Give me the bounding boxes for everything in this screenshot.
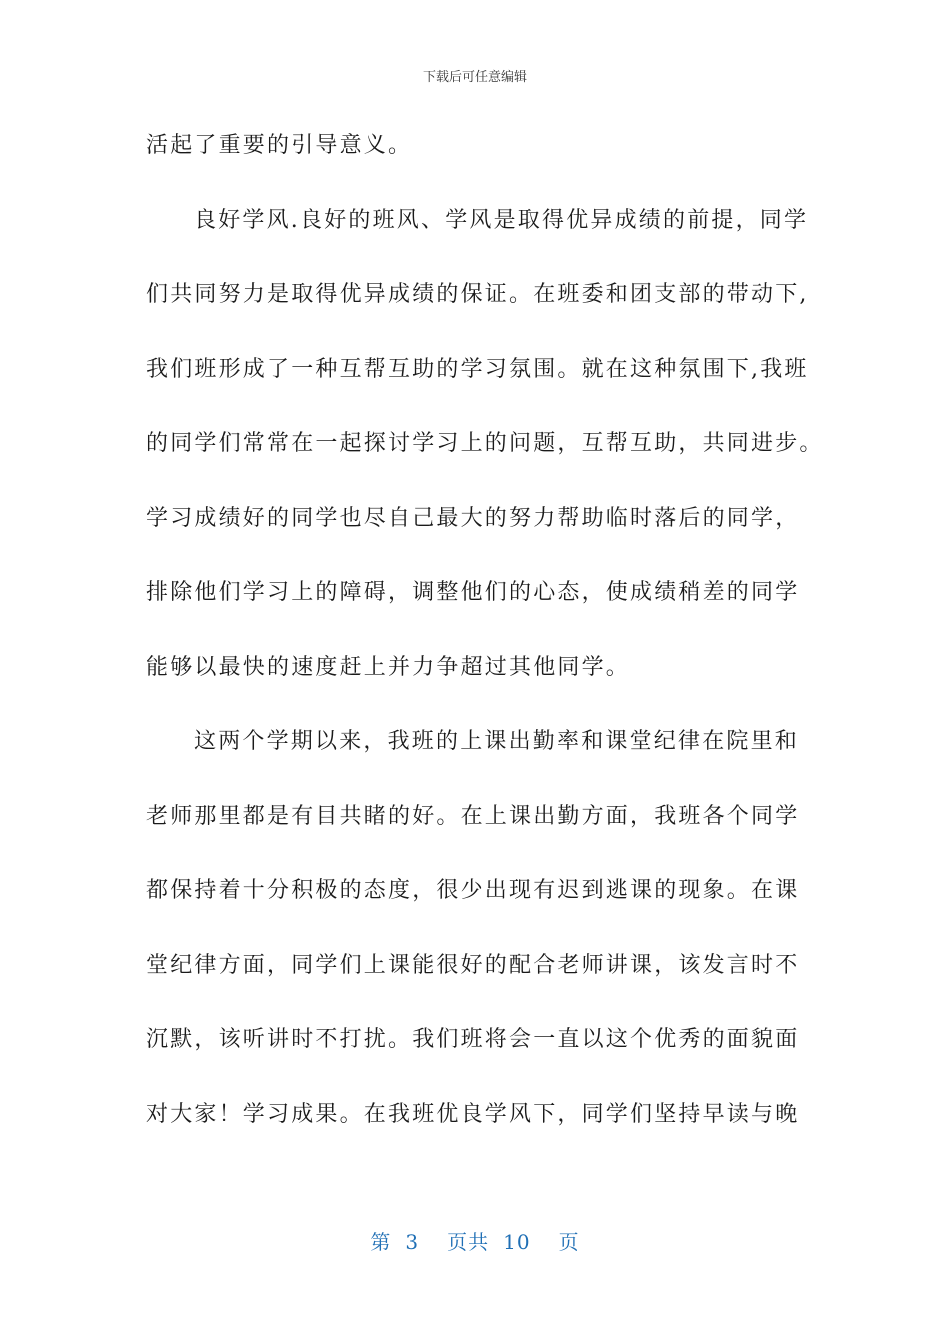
paragraph-line: 堂纪律方面，同学们上课能很好的配合老师讲课，该发言时不 xyxy=(146,952,800,978)
footer-current-page: 3 xyxy=(405,1230,420,1254)
paragraph-line: 们共同努力是取得优异成绩的保证。在班委和团支部的带动下, xyxy=(146,282,809,307)
footer-total-pages: 10 xyxy=(503,1230,531,1254)
paragraph-line: 能够以最快的速度赶上并力争超过其他同学。 xyxy=(146,654,631,680)
page-header: 下载后可任意编辑 xyxy=(422,70,527,85)
paragraph-line: 活起了重要的引导意义。 xyxy=(146,133,413,158)
footer-suffix: 页 xyxy=(558,1230,580,1254)
footer-prefix: 第 xyxy=(370,1230,392,1254)
paragraph-line: 沉默，该听讲时不打扰。我们班将会一直以这个优秀的面貌面 xyxy=(146,1027,800,1052)
paragraph-line: 良好学风.良好的班风、学风是取得优异成绩的前提，同学 xyxy=(194,207,809,233)
body-text xyxy=(146,118,824,1161)
paragraph-line: 排除他们学习上的障碍，调整他们的心态，使成绩稍差的同学 xyxy=(146,580,800,605)
paragraph-line: 对大家！学习成果。在我班优良学风下，同学们坚持早读与晚 xyxy=(146,1101,800,1127)
paragraph-line: 的同学们常常在一起探讨学习上的问题，互帮互助，共同进步。 xyxy=(146,431,824,456)
paragraph-line: 都保持着十分积极的态度，很少出现有迟到逃课的现象。在课 xyxy=(146,878,800,903)
paragraph-line: 这两个学期以来，我班的上课出勤率和课堂纪律在院里和 xyxy=(194,729,800,754)
paragraph-line: 老师那里都是有目共睹的好。在上课出勤方面，我班各个同学 xyxy=(146,803,800,829)
paragraph-line: 学习成绩好的同学也尽自己最大的努力帮助临时落后的同学， xyxy=(146,505,800,531)
footer-middle: 页共 xyxy=(447,1230,490,1254)
page-footer xyxy=(0,1226,950,1255)
paragraph-line: 我们班形成了一种互帮互助的学习氛围。就在这种氛围下,我班 xyxy=(146,356,809,382)
